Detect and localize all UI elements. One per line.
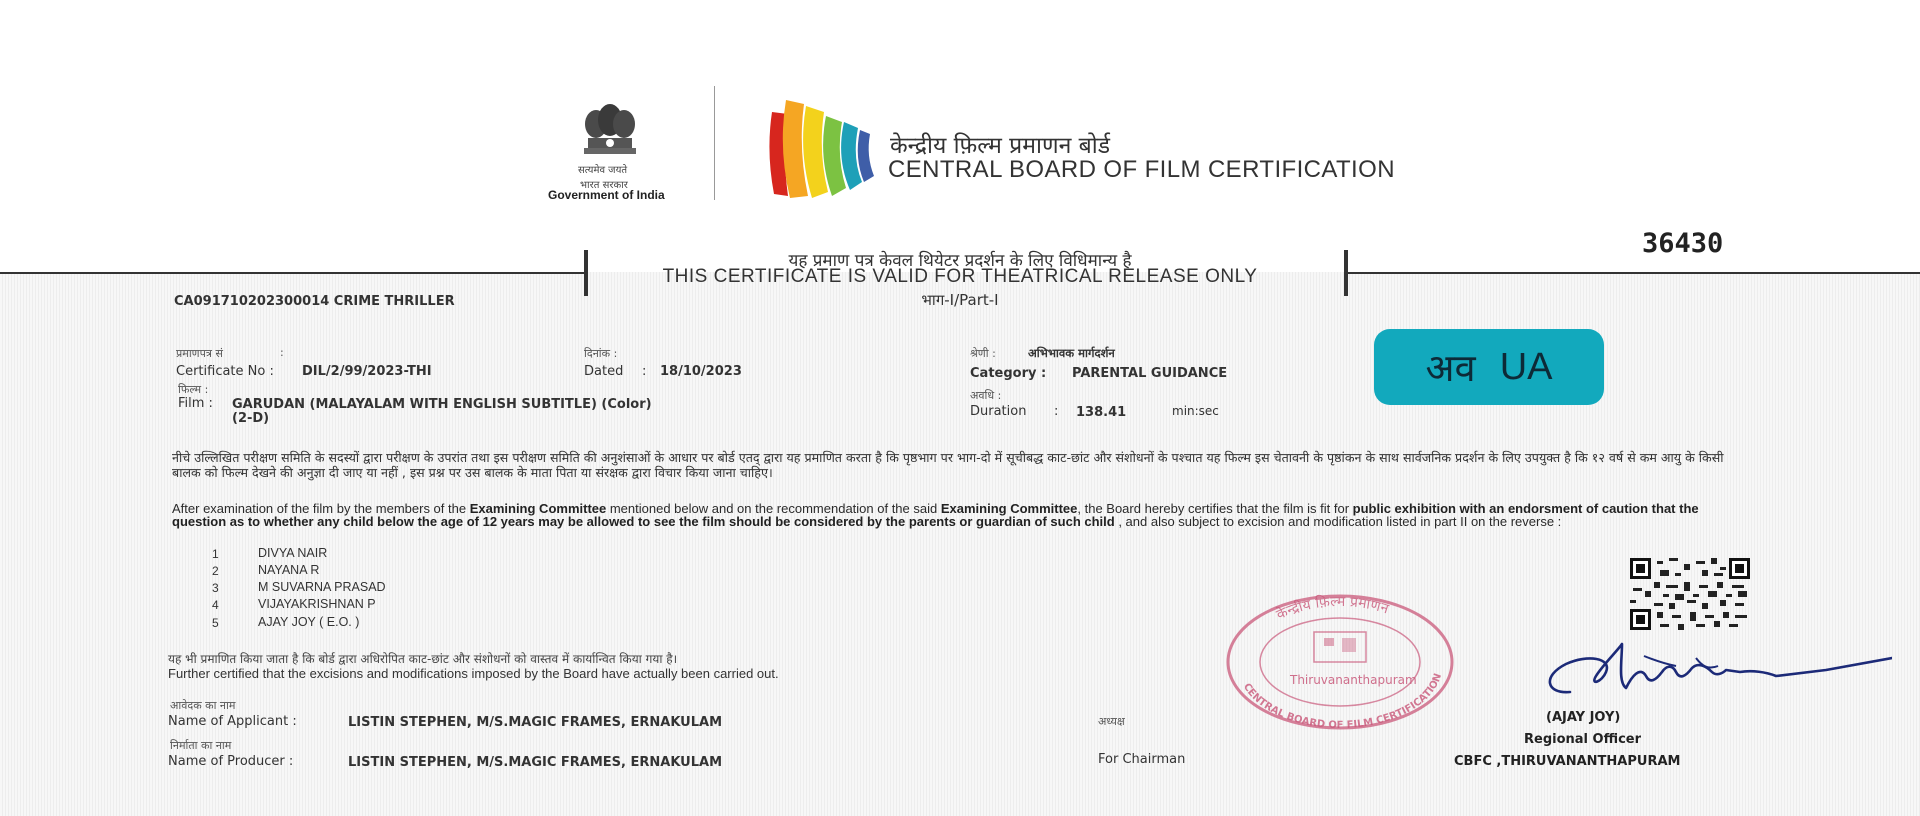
member-name: VIJAYAKRISHNAN P bbox=[258, 597, 376, 611]
producer-label: Name of Producer : bbox=[168, 754, 294, 769]
certification-text-english bbox=[172, 502, 1732, 528]
duration-colon: : bbox=[1054, 404, 1059, 419]
cbfc-logo-icon bbox=[764, 92, 876, 200]
stamp-bottom-text: CENTRAL BOARD OF FILM CERTIFICATION bbox=[1240, 672, 1445, 730]
member-name: AJAY JOY ( E.O. ) bbox=[258, 615, 360, 629]
producer-label-hindi: निर्माता का नाम bbox=[170, 739, 232, 752]
chairman-label-hindi: अध्यक्ष bbox=[1098, 715, 1125, 728]
cert-text-part-1: After examination of the film by the members of the bbox=[172, 501, 470, 516]
further-certified-english: Further certified that the excisions and modifications imposed by the Board have actually been carried out. bbox=[168, 666, 779, 681]
category-value: PARENTAL GUIDANCE bbox=[1072, 366, 1228, 381]
duration-value: 138.41 bbox=[1076, 405, 1127, 420]
stamp-city: Thiruvananthapuram bbox=[1290, 673, 1417, 687]
member-number: 2 bbox=[212, 564, 219, 578]
cert-number: DIL/2/99/2023-THI bbox=[302, 364, 432, 379]
cert-number-label: Certificate No : bbox=[176, 364, 274, 379]
qr-code bbox=[1630, 558, 1750, 630]
further-certified-hindi: यह भी प्रमाणित किया जाता है कि बोर्ड द्वारा अधिरोपित काट-छांट और संशोधनों को वास्तव में कार्यान्वित किया गया है। bbox=[168, 652, 678, 666]
member-name: M SUVARNA PRASAD bbox=[258, 580, 386, 594]
cert-text-part-2: Examining Committee bbox=[469, 501, 607, 516]
header-divider bbox=[714, 86, 715, 200]
film-label: Film : bbox=[178, 396, 213, 411]
member-number: 3 bbox=[212, 581, 219, 595]
cert-text-part-6: public exhibition with an endorsment of caution that the question as to whether any child below the age of 12 years may be allowed to see the film should be considered by the parents or guardian of such child bbox=[172, 501, 1699, 529]
cert-text-part-3: mentioned below and on the recommendation of the said bbox=[606, 501, 941, 516]
signatory-title: Regional Officer bbox=[1524, 732, 1642, 747]
cert-text-part-7: , and also subject to excision and modification listed in part II on the reverse : bbox=[1114, 514, 1562, 529]
applicant-value: LISTIN STEPHEN, M/S.MAGIC FRAMES, ERNAKULAM bbox=[348, 715, 723, 730]
certification-text-hindi: नीचे उल्लिखित परीक्षण समिति के सदस्यों द्वारा परीक्षण के उपरांत तथा इस परीक्षण समिति की अनुशंसाओं के आधार पर बोर्ड एतद् द्वारा यह प्रमाणित करता है कि पृष्ठभाग पर भाग-दो में सूचीबद्ध काट-छांट और संशोधनों के पश्चात यह फिल्म इस चेतावनी के पृष्ठांकन के साथ सार्वजनिक प्रदर्शन के लिए उपयुक्त है कि १२ वर्ष से कम आयु के किसी बालक को फिल्म देखने की अनुज्ञा दी जाए या नहीं , इस प्रश्न पर उस बालक के माता पिता या संरक्षक द्वारा विचार किया जाना चाहिए। bbox=[172, 450, 1724, 480]
cbfc-seal-stamp bbox=[1224, 590, 1456, 730]
date-label: Dated bbox=[584, 364, 624, 379]
rating-english: UA bbox=[1499, 345, 1553, 388]
category-hindi: अभिभावक मार्गदर्शन bbox=[1028, 346, 1115, 360]
signatory-office: CBFC ,THIRUVANANTHAPURAM bbox=[1454, 754, 1681, 769]
emblem-govt-english: Government of India bbox=[548, 188, 665, 202]
part-label: भाग-I/Part-I bbox=[921, 291, 999, 309]
cert-text-part-4: Examining Committee bbox=[940, 501, 1078, 516]
board-name-hindi: केन्द्रीय फ़िल्म प्रमाणन बोर्ड bbox=[890, 133, 1111, 159]
film-label-hindi: फिल्म : bbox=[178, 383, 209, 396]
duration-unit: min:sec bbox=[1172, 404, 1219, 418]
validity-hindi: यह प्रमाण पत्र केवल थियेटर प्रदर्शन के लिए विधिमान्य है bbox=[788, 251, 1132, 271]
date-label-hindi: दिनांक : bbox=[584, 347, 618, 360]
applicant-label-hindi: आवेदक का नाम bbox=[170, 699, 236, 712]
producer-value: LISTIN STEPHEN, M/S.MAGIC FRAMES, ERNAKULAM bbox=[348, 755, 723, 770]
date-colon: : bbox=[642, 364, 647, 379]
signatory-name: (AJAY JOY) bbox=[1546, 710, 1621, 725]
emblem-motto: सत्यमेव जयते bbox=[578, 165, 628, 176]
member-number: 4 bbox=[212, 598, 219, 612]
member-name: DIVYA NAIR bbox=[258, 546, 328, 560]
serial-number: 36430 bbox=[1642, 228, 1724, 259]
duration-label: Duration bbox=[970, 404, 1027, 419]
film-format: (2-D) bbox=[232, 411, 270, 426]
film-title: GARUDAN (MALAYALAM WITH ENGLISH SUBTITLE) (Color) bbox=[232, 397, 652, 412]
signature bbox=[1526, 636, 1892, 706]
rating-badge bbox=[1374, 329, 1604, 405]
national-emblem-icon bbox=[574, 100, 646, 166]
rating-hindi: अव bbox=[1425, 348, 1476, 390]
certificate-date: 18/10/2023 bbox=[660, 364, 742, 379]
member-number: 5 bbox=[212, 616, 219, 630]
member-name: NAYANA R bbox=[258, 563, 320, 577]
validity-english: THIS CERTIFICATE IS VALID FOR THEATRICAL RELEASE ONLY bbox=[662, 266, 1258, 287]
for-chairman: For Chairman bbox=[1098, 752, 1186, 767]
cert-number-hindi-colon: : bbox=[280, 346, 284, 359]
stamp-top-text: केन्द्रीय फ़िल्म प्रमाणन bbox=[1274, 593, 1391, 624]
reference-code: CA091710202300014 CRIME THRILLER bbox=[174, 294, 455, 309]
applicant-label: Name of Applicant : bbox=[168, 714, 297, 729]
cert-text-part-5: , the Board hereby certifies that the film is fit for bbox=[1077, 501, 1353, 516]
emblem-govt-hindi: भारत सरकार bbox=[580, 180, 628, 191]
member-number: 1 bbox=[212, 547, 219, 561]
board-name-english: CENTRAL BOARD OF FILM CERTIFICATION bbox=[888, 156, 1395, 183]
category-label: Category : bbox=[970, 366, 1047, 381]
category-label-hindi: श्रेणी : bbox=[970, 347, 996, 360]
cert-number-label-hindi: प्रमाणपत्र सं bbox=[176, 347, 223, 360]
duration-label-hindi: अवधि : bbox=[970, 389, 1002, 402]
